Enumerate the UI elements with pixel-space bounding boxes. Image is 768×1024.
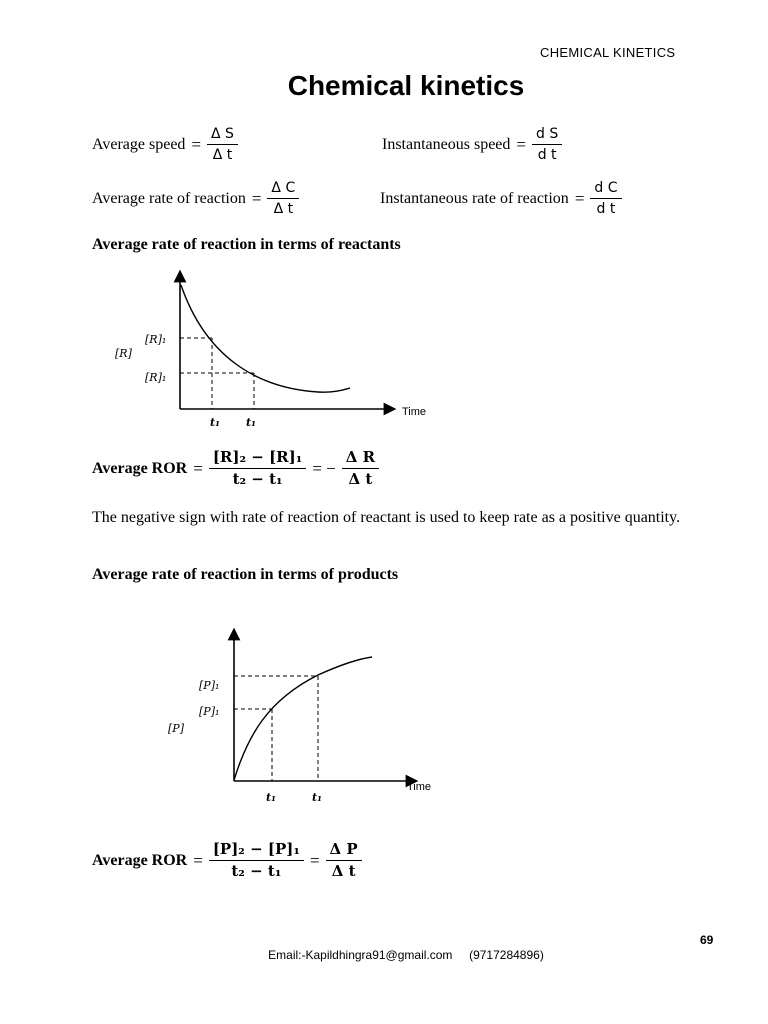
denominator: Δ t [212,147,233,164]
denominator: Δ t [273,201,294,218]
fraction [209,449,306,489]
equals-sign: = [309,850,320,870]
y-tick-label: [R]₁ [145,371,167,384]
equals-minus-sign: = − [312,458,336,478]
denominator: d t [537,147,557,164]
products-heading: Average rate of reaction in terms of products [92,566,399,583]
product-ror-equation [92,841,362,881]
fraction [209,841,304,881]
denominator: Δ t [331,862,356,881]
fraction [326,841,362,881]
denominator: Δ t [348,470,373,489]
x-tick-label: t₁ [210,416,220,429]
y-tick-label: [P]₁ [199,679,220,692]
negative-sign-note: The negative sign with rate of reaction of reactant is used to keep rate as a positive quantity. [92,509,681,526]
numerator: Δ P [326,841,362,861]
ror-label: Average ROR [92,459,188,477]
y-axis-label: [R] [115,347,132,360]
formula-label: Average rate of reaction [92,189,246,207]
equals-sign: = [193,458,203,478]
fraction [342,449,379,489]
numerator: Δ S [207,126,238,145]
formula-label: Average speed [92,135,186,153]
denominator: t₂ − t₁ [231,862,282,881]
footer-contact: Email:-Kapildhingra91@gmail.com (9717284896) [268,948,544,962]
page-number: 69 [700,933,714,947]
x-tick-label: t₁ [266,791,276,804]
formula-label: Instantaneous rate of reaction [380,189,569,207]
page-title: Chemical kinetics [287,70,525,101]
reactant-ror-equation [92,449,379,489]
denominator: t₂ − t₁ [232,470,283,489]
y-axis-label: [P] [168,722,184,735]
x-axis-label: Time [407,781,432,793]
x-axis-label: Time [402,406,427,418]
denominator: d t [596,201,616,218]
y-tick-label: [R]₁ [145,333,167,346]
y-tick-label: [P]₁ [199,705,220,718]
product-graph [168,634,431,804]
equals-sign: = [193,850,203,870]
equals-sign: = [574,188,585,208]
equals-sign: = [516,134,526,154]
numerator: Δ R [342,449,379,469]
formula-label: Instantaneous speed [382,135,511,153]
numerator: [P]₂ − [P]₁ [209,841,304,861]
x-tick-label: t₁ [246,416,256,429]
numerator: Δ C [267,180,299,199]
numerator: [R]₂ − [R]₁ [209,449,306,469]
ror-label: Average ROR [92,851,188,869]
reactants-heading: Average rate of reaction in terms of reactants [92,236,401,253]
numerator: d C [590,180,621,199]
running-head: CHEMICAL KINETICS [540,45,676,60]
equals-sign: = [251,188,262,208]
numerator: d S [532,126,562,145]
concentration-curve [181,285,350,392]
concentration-curve [234,657,372,780]
equals-sign: = [191,134,202,154]
x-tick-label: t₁ [312,791,322,804]
